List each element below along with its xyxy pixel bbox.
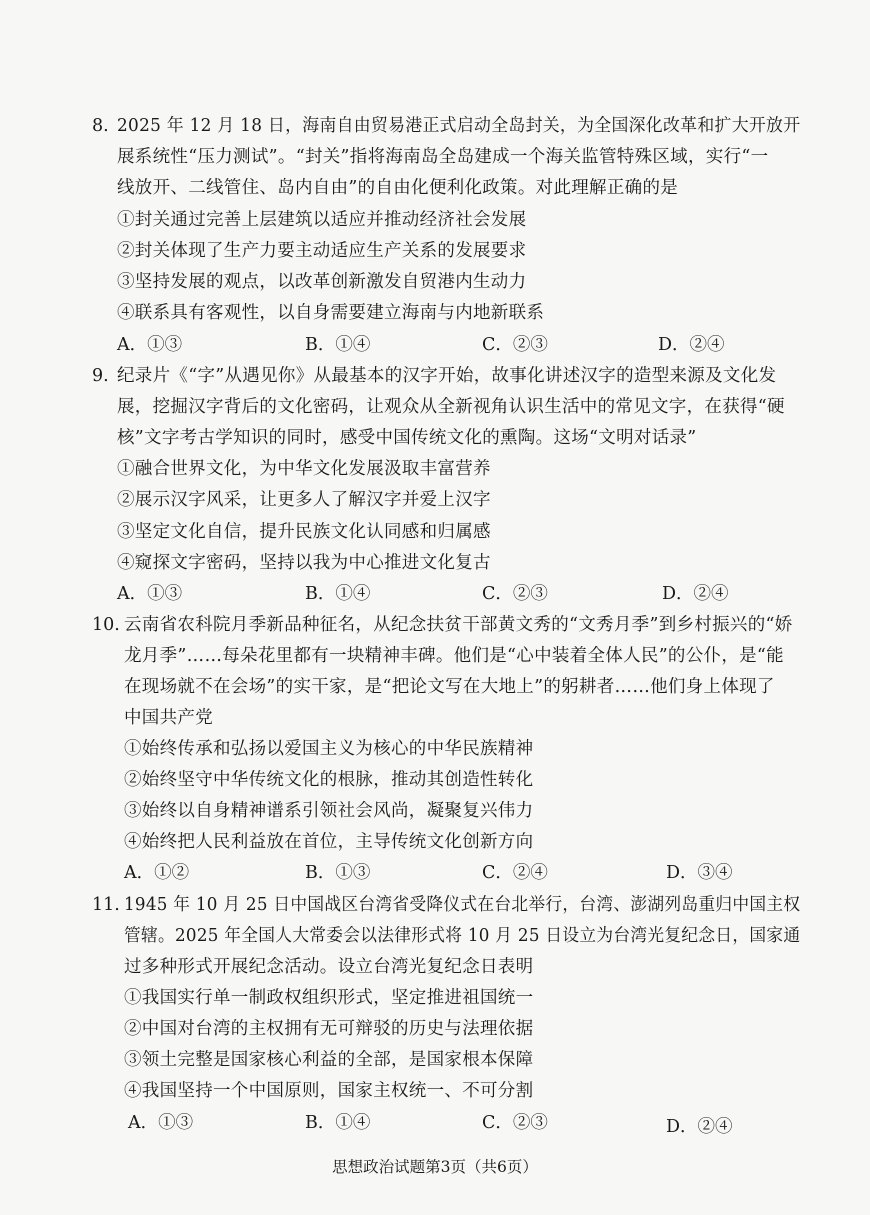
choice-c: C．②③	[482, 584, 548, 604]
question-number: 8.	[92, 116, 109, 136]
stem-line: 管辖。2025 年全国人大常委会以法律形式将 10 月 25 日设立为台湾光复纪念日，国家通	[124, 926, 801, 946]
stem-line: 云南省农科院月季新品种征名，从纪念扶贫干部黄文秀的“文秀月季”到乡村振兴的“娇	[124, 615, 793, 635]
choice-d: D．②④	[666, 1117, 733, 1137]
stem-line: 2025 年 12 月 18 日，海南自由贸易港正式启动全岛封关，为全国深化改革和扩大开放开	[117, 116, 801, 136]
statement: ④联系具有客观性，以自身需要建立海南与内地新联系	[117, 303, 545, 323]
statement: ④窥探文字密码，坚持以我为中心推进文化复古	[117, 553, 491, 573]
statement: ③坚持发展的观点，以改革创新激发自贸港内生动力	[117, 272, 527, 292]
question-number: 9.	[92, 366, 109, 386]
choice-a: A．①②	[124, 863, 190, 883]
choice-a: A．①③	[128, 1113, 194, 1133]
choice-b: B．①④	[305, 335, 371, 355]
statement: ①始终传承和弘扬以爱国主义为核心的中华民族精神	[124, 739, 534, 759]
stem-line: 线放开、二线管住、岛内自由”的自由化便利化政策。对此理解正确的是	[117, 178, 679, 198]
statement: ②展示汉字风采，让更多人了解汉字并爱上汉字	[117, 490, 491, 510]
stem-line: 在现场就不在会场”的实干家，是“把论文写在大地上”的躬耕者……他们身上体现了	[124, 677, 775, 697]
choice-d: D．②④	[658, 335, 725, 355]
stem-line: 核”文字考古学知识的同时，感受中国传统文化的熏陶。这场“文明对话录”	[117, 428, 697, 448]
stem-line: 纪录片《“字”从遇见你》从最基本的汉字开始，故事化讲述汉字的造型来源及文化发	[117, 366, 777, 386]
statement: ①融合世界文化，为中华文化发展汲取丰富营养	[117, 459, 491, 479]
statement: ③领土完整是国家核心利益的全部，是国家根本保障	[124, 1050, 534, 1070]
question-number: 11.	[92, 895, 120, 915]
stem-line: 展系统性“压力测试”。“封关”指将海南岛全岛建成一个海关监管特殊区域，实行“一	[117, 147, 769, 167]
choice-d: D．②④	[662, 584, 729, 604]
stem-line: 过多种形式开展纪念活动。设立台湾光复纪念日表明	[124, 957, 534, 977]
statement: ④始终把人民利益放在首位，主导传统文化创新方向	[124, 832, 534, 852]
choice-c: C．②③	[482, 1113, 548, 1133]
choice-a: A．①③	[117, 335, 183, 355]
statement: ③始终以自身精神谱系引领社会风尚，凝聚复兴伟力	[124, 801, 534, 821]
stem-line: 展，挖掘汉字背后的文化密码，让观众从全新视角认识生活中的常见文字，在获得“硬	[117, 397, 785, 417]
choice-b: B．①③	[305, 863, 371, 883]
statement: ②封关体现了生产力要主动适应生产关系的发展要求	[117, 241, 527, 261]
question-number: 10.	[92, 615, 120, 635]
statement: ②中国对台湾的主权拥有无可辩驳的历史与法理依据	[124, 1019, 534, 1039]
stem-line: 中国共产党	[124, 708, 213, 728]
statement: ③坚定文化自信，提升民族文化认同感和归属感	[117, 522, 491, 542]
statement: ④我国坚持一个中国原则，国家主权统一、不可分割	[124, 1081, 534, 1101]
choice-c: C．②③	[482, 335, 548, 355]
stem-line: 1945 年 10 月 25 日中国战区台湾省受降仪式在台北举行，台湾、澎湖列岛重归中国主权	[124, 895, 801, 915]
choice-b: B．①④	[305, 584, 371, 604]
statement: ②始终坚守中华传统文化的根脉，推动其创造性转化	[124, 770, 534, 790]
statement: ①我国实行单一制政权组织形式，坚定推进祖国统一	[124, 988, 534, 1008]
choice-c: C．②④	[482, 863, 548, 883]
choice-a: A．①③	[117, 584, 183, 604]
stem-line: 龙月季”……每朵花里都有一块精神丰碑。他们是“心中装着全体人民”的公仆，是“能	[124, 646, 784, 666]
choice-d: D．③④	[666, 863, 733, 883]
choice-b: B．①④	[305, 1113, 371, 1133]
page-footer: 思想政治试题第3页（共6页）	[332, 1158, 538, 1176]
statement: ①封关通过完善上层建筑以适应并推动经济社会发展	[117, 210, 527, 230]
